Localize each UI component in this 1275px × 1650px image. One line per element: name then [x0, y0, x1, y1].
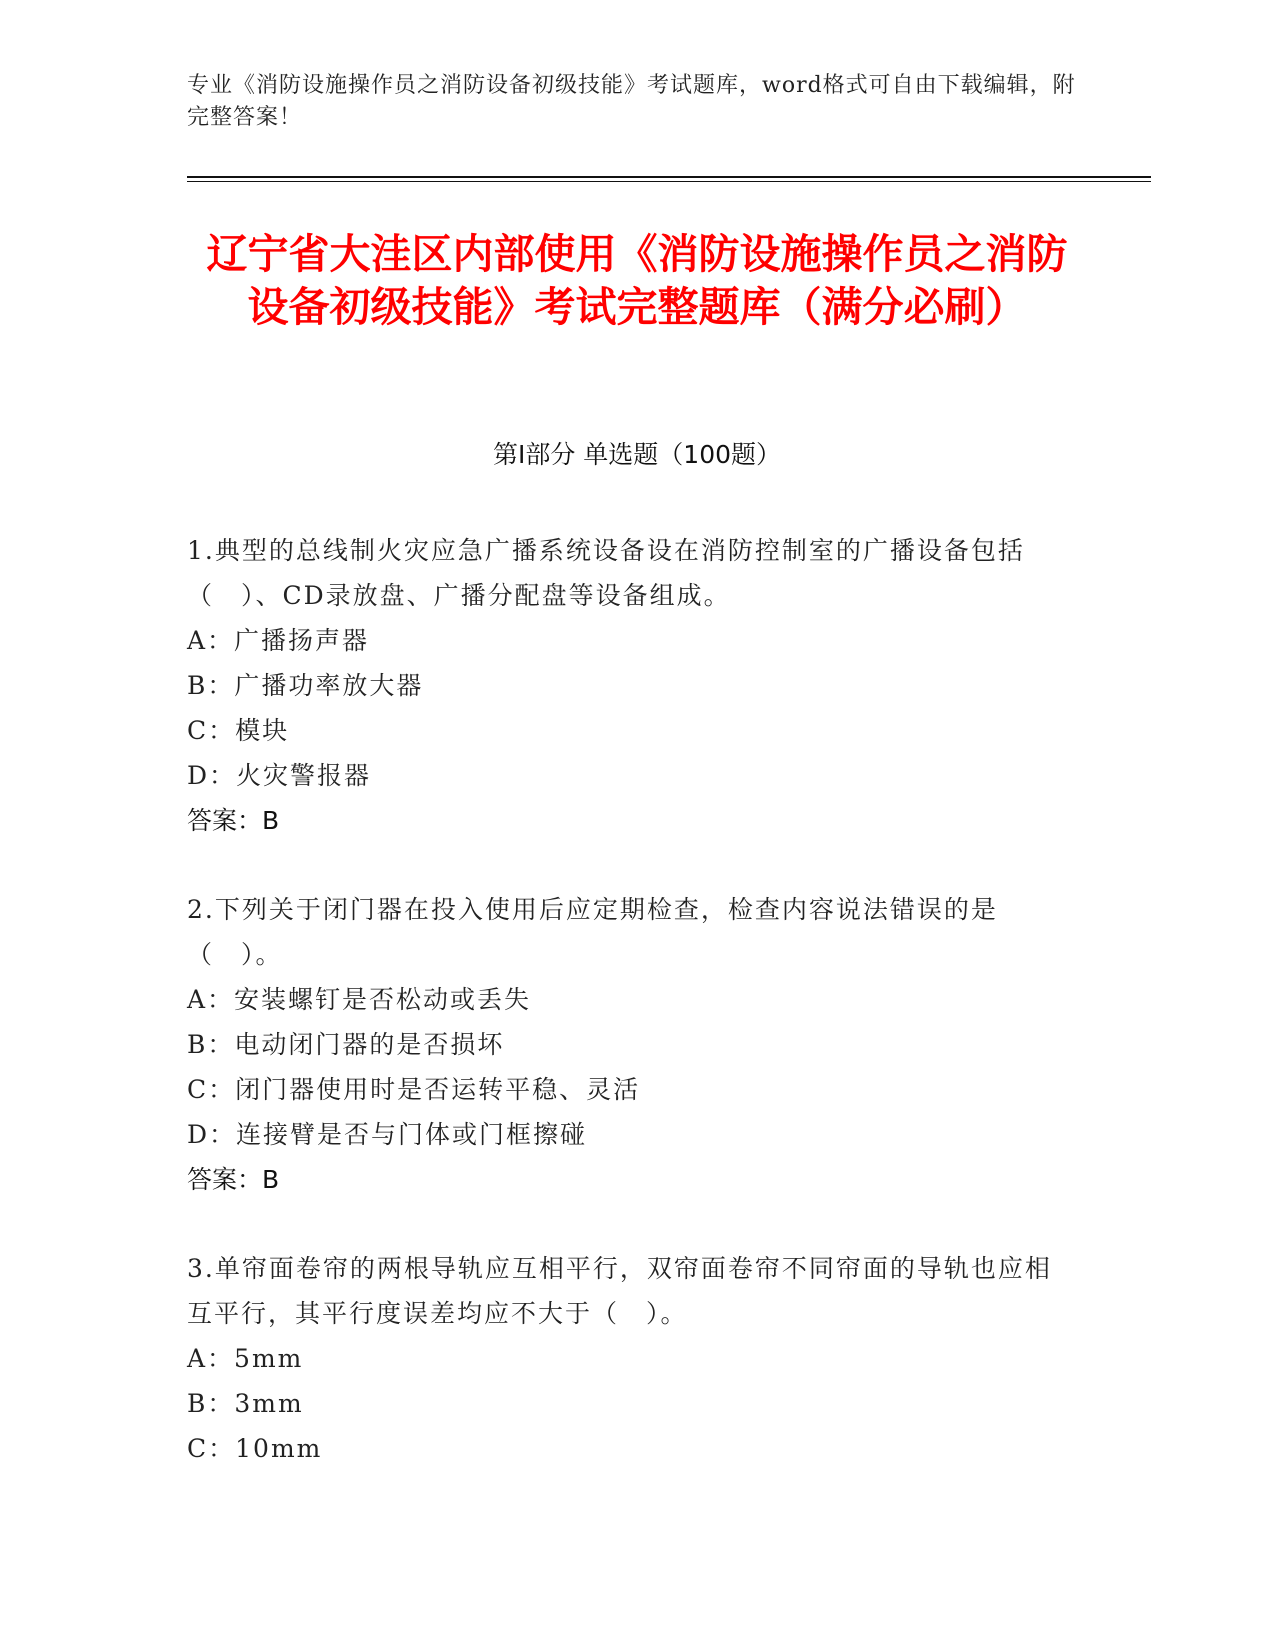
- section-heading: 第Ⅰ部分 单选题（100题）: [492, 440, 782, 469]
- answer-line: 答案：B: [187, 1165, 280, 1194]
- document-title: 辽宁省大洼区内部使用《消防设施操作员之消防设备初级技能》考试完整题库（满分必刷）: [206, 230, 1068, 331]
- question-3: [187, 1246, 1067, 1471]
- question-stem: 2.下列关于闭门器在投入使用后应定期检查，检查内容说法错误的是（ ）。: [187, 895, 998, 969]
- option-a: A：5mm: [187, 1344, 304, 1373]
- option-a: A：广播扬声器: [187, 626, 370, 655]
- option-c: C：模块: [187, 716, 290, 745]
- option-d: D：连接臂是否与门体或门框擦碰: [187, 1120, 588, 1149]
- header-note: 专业《消防设施操作员之消防设备初级技能》考试题库，word格式可自由下载编辑，附完整答案！: [187, 73, 1076, 130]
- header-divider-thick: [187, 176, 1151, 178]
- option-b: B：电动闭门器的是否损坏: [187, 1030, 505, 1059]
- option-c: C：闭门器使用时是否运转平稳、灵活: [187, 1075, 641, 1104]
- option-a: A：安装螺钉是否松动或丢失: [187, 985, 532, 1014]
- option-d: D：火灾警报器: [187, 761, 372, 790]
- option-b: B：广播功率放大器: [187, 671, 424, 700]
- answer-line: 答案：B: [187, 806, 280, 835]
- header-divider-thin: [187, 181, 1151, 182]
- question-2: [187, 887, 1067, 1202]
- option-c: C：10mm: [187, 1434, 323, 1463]
- question-stem: 1.典型的总线制火灾应急广播系统设备设在消防控制室的广播设备包括（ ）、CD录放盘、广播分配盘等设备组成。: [187, 536, 1025, 610]
- option-b: B：3mm: [187, 1389, 304, 1418]
- question-1: [187, 528, 1067, 843]
- question-list: [187, 528, 1067, 1515]
- question-stem: 3.单帘面卷帘的两根导轨应互相平行，双帘面卷帘不同帘面的导轨也应相互平行，其平行度误差均应不大于（ ）。: [187, 1254, 1052, 1328]
